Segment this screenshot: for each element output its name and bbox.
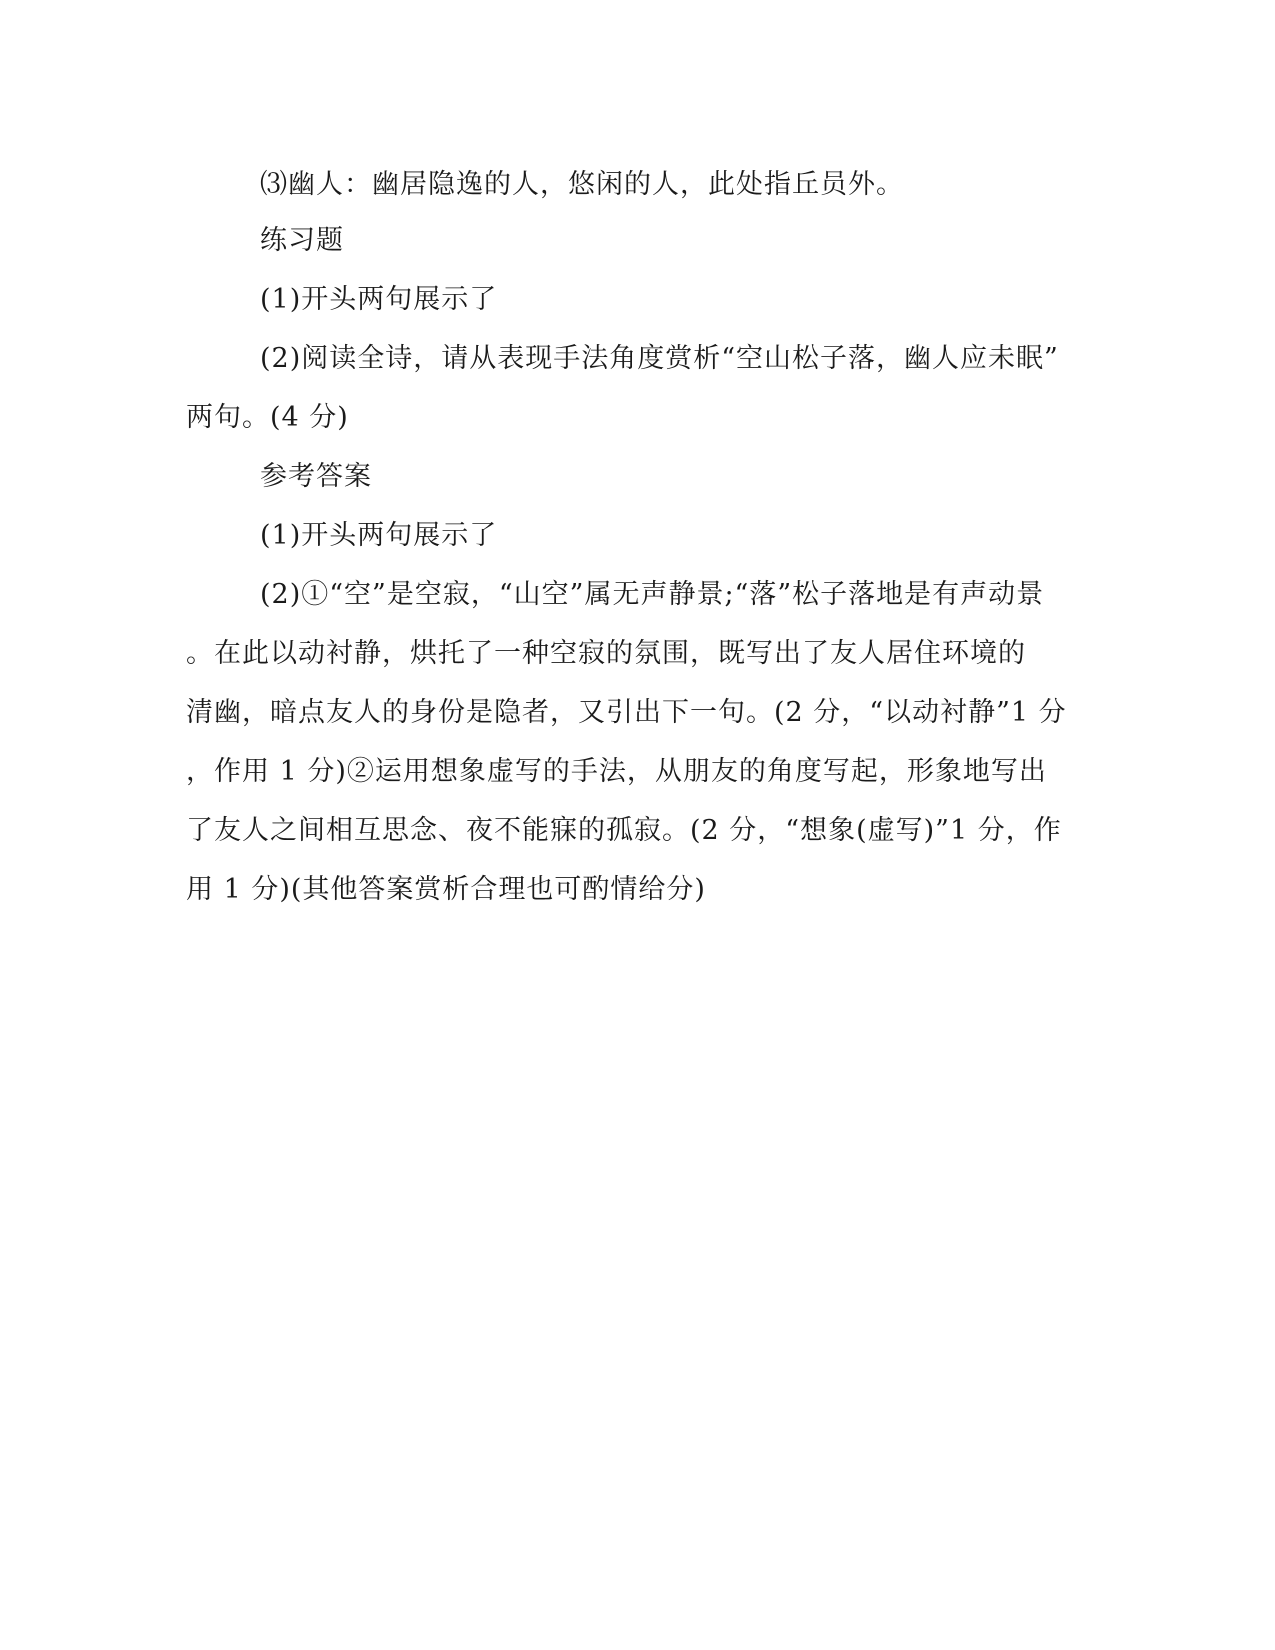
answer-2-line-2: 。在此以动衬静，烘托了一种空寂的氛围，既写出了友人居住环境的	[186, 638, 1026, 669]
annotation-line-3: ⑶幽人：幽居隐逸的人，悠闲的人，此处指丘员外。	[260, 169, 904, 200]
section-heading-answers: 参考答案	[260, 461, 372, 492]
section-heading-exercises: 练习题	[260, 225, 344, 256]
answer-2-line-3: 清幽，暗点友人的身份是隐者，又引出下一句。(2 分，“以动衬静”1 分	[186, 697, 1067, 728]
answer-1: (1)开头两句展示了	[260, 520, 498, 551]
exercise-question-2-line-1: (2)阅读全诗，请从表现手法角度赏析“空山松子落，幽人应未眠”	[260, 343, 1059, 374]
answer-2-line-6: 用 1 分)(其他答案赏析合理也可酌情给分)	[186, 874, 706, 905]
exercise-question-2-line-2: 两句。(4 分)	[186, 402, 349, 433]
answer-2-line-5: 了友人之间相互思念、夜不能寐的孤寂。(2 分，“想象(虚写)”1 分，作	[186, 815, 1062, 846]
answer-2-line-1: (2)①“空”是空寂，“山空”属无声静景;“落”松子落地是有声动景	[260, 579, 1045, 610]
answer-2-line-4: ，作用 1 分)②运用想象虚写的手法，从朋友的角度写起，形象地写出	[186, 756, 1047, 787]
exercise-question-1: (1)开头两句展示了	[260, 284, 498, 315]
